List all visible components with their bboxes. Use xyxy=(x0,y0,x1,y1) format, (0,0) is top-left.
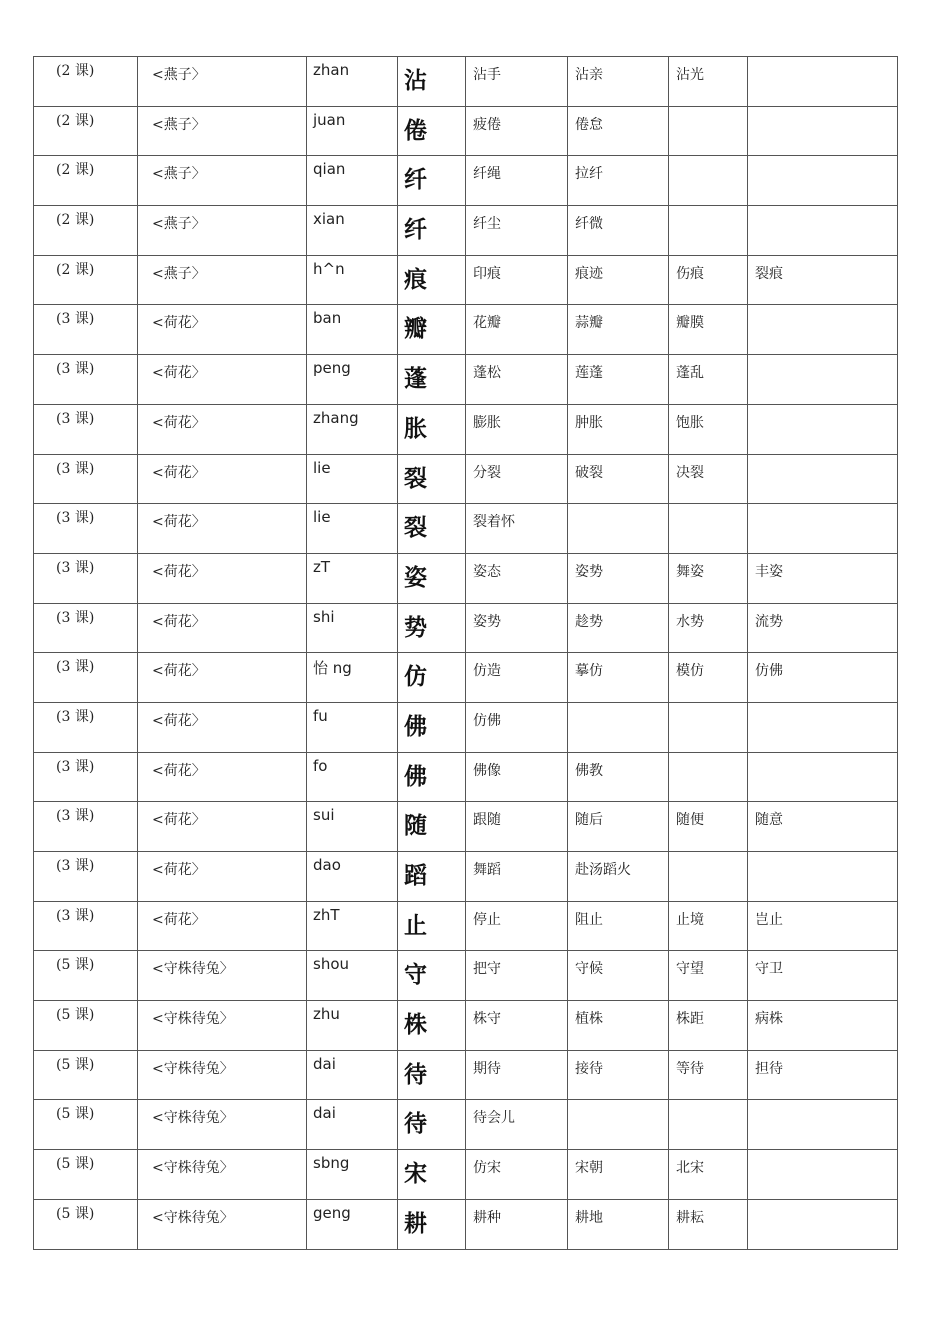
word-cell: 跟随 xyxy=(466,802,568,852)
word-cell: 膨胀 xyxy=(466,404,568,454)
word-cell: 阻止 xyxy=(568,901,669,951)
lesson-title-cell: <守株待兔〉 xyxy=(138,1050,307,1100)
character-cell: 蓬 xyxy=(398,355,466,405)
table-row xyxy=(34,156,898,206)
word-cell: 守候 xyxy=(568,951,669,1001)
word-cell: 把守 xyxy=(466,951,568,1001)
character-cell: 宋 xyxy=(398,1150,466,1200)
lesson-cell: (5 课) xyxy=(34,1100,138,1150)
table-row xyxy=(34,901,898,951)
word-cell: 裂着怀 xyxy=(466,504,568,554)
character-cell: 痕 xyxy=(398,255,466,305)
word-cell: 纤绳 xyxy=(466,156,568,206)
character-cell: 耕 xyxy=(398,1199,466,1249)
word-cell xyxy=(669,1100,748,1150)
pinyin-cell: lie xyxy=(307,454,398,504)
word-cell xyxy=(748,305,898,355)
table-row xyxy=(34,1001,898,1051)
character-cell: 佛 xyxy=(398,702,466,752)
table-row xyxy=(34,57,898,107)
word-cell xyxy=(669,702,748,752)
word-cell: 随便 xyxy=(669,802,748,852)
lesson-cell: (5 课) xyxy=(34,1199,138,1249)
word-cell: 纤微 xyxy=(568,206,669,256)
word-cell: 岂止 xyxy=(748,901,898,951)
table-row xyxy=(34,603,898,653)
table-row xyxy=(34,355,898,405)
word-cell: 守望 xyxy=(669,951,748,1001)
word-cell: 痕迹 xyxy=(568,255,669,305)
lesson-cell: (2 课) xyxy=(34,206,138,256)
word-cell: 仿佛 xyxy=(466,702,568,752)
lesson-cell: (3 课) xyxy=(34,404,138,454)
table-row xyxy=(34,206,898,256)
table-row xyxy=(34,404,898,454)
word-cell: 裂痕 xyxy=(748,255,898,305)
character-cell: 纤 xyxy=(398,206,466,256)
pinyin-cell: shi xyxy=(307,603,398,653)
word-cell xyxy=(748,404,898,454)
word-cell: 仿宋 xyxy=(466,1150,568,1200)
lesson-title-cell: <燕子〉 xyxy=(138,255,307,305)
lesson-title-cell: <守株待兔〉 xyxy=(138,1100,307,1150)
pinyin-cell: zhu xyxy=(307,1001,398,1051)
pinyin-cell: zT xyxy=(307,553,398,603)
table-row xyxy=(34,454,898,504)
lesson-cell: (2 课) xyxy=(34,106,138,156)
character-cell: 纤 xyxy=(398,156,466,206)
word-cell: 疲倦 xyxy=(466,106,568,156)
lesson-cell: (5 课) xyxy=(34,951,138,1001)
word-cell: 舞蹈 xyxy=(466,852,568,902)
character-cell: 待 xyxy=(398,1050,466,1100)
word-cell xyxy=(669,106,748,156)
word-cell: 决裂 xyxy=(669,454,748,504)
word-cell: 印痕 xyxy=(466,255,568,305)
word-cell: 水势 xyxy=(669,603,748,653)
table-row xyxy=(34,255,898,305)
word-cell: 拉纤 xyxy=(568,156,669,206)
table-row xyxy=(34,1150,898,1200)
character-cell: 佛 xyxy=(398,752,466,802)
table-row xyxy=(34,1050,898,1100)
word-cell: 宋朝 xyxy=(568,1150,669,1200)
character-cell: 沾 xyxy=(398,57,466,107)
lesson-title-cell: <荷花〉 xyxy=(138,852,307,902)
lesson-cell: (2 课) xyxy=(34,57,138,107)
word-cell: 守卫 xyxy=(748,951,898,1001)
word-cell xyxy=(748,1100,898,1150)
word-cell xyxy=(748,206,898,256)
word-cell xyxy=(748,852,898,902)
lesson-cell: (3 课) xyxy=(34,305,138,355)
word-cell xyxy=(669,752,748,802)
word-cell xyxy=(748,156,898,206)
word-cell xyxy=(669,156,748,206)
lesson-cell: (3 课) xyxy=(34,603,138,653)
lesson-cell: (3 课) xyxy=(34,504,138,554)
pinyin-cell: shou xyxy=(307,951,398,1001)
lesson-title-cell: <荷花〉 xyxy=(138,802,307,852)
pinyin-cell: juan xyxy=(307,106,398,156)
word-cell: 趁势 xyxy=(568,603,669,653)
lesson-title-cell: <守株待兔〉 xyxy=(138,1001,307,1051)
lesson-title-cell: <荷花〉 xyxy=(138,305,307,355)
vocabulary-table xyxy=(33,56,898,1250)
word-cell: 舞姿 xyxy=(669,553,748,603)
character-cell: 蹈 xyxy=(398,852,466,902)
pinyin-cell: xian xyxy=(307,206,398,256)
lesson-title-cell: <荷花〉 xyxy=(138,504,307,554)
word-cell: 姿势 xyxy=(466,603,568,653)
pinyin-cell: dao xyxy=(307,852,398,902)
character-cell: 随 xyxy=(398,802,466,852)
lesson-cell: (5 课) xyxy=(34,1150,138,1200)
word-cell: 伤痕 xyxy=(669,255,748,305)
lesson-title-cell: <荷花〉 xyxy=(138,901,307,951)
word-cell xyxy=(748,1199,898,1249)
lesson-title-cell: <荷花〉 xyxy=(138,603,307,653)
pinyin-cell: fu xyxy=(307,702,398,752)
word-cell: 随后 xyxy=(568,802,669,852)
word-cell: 流势 xyxy=(748,603,898,653)
lesson-title-cell: <荷花〉 xyxy=(138,653,307,703)
word-cell: 分裂 xyxy=(466,454,568,504)
pinyin-cell: dai xyxy=(307,1050,398,1100)
table-row xyxy=(34,653,898,703)
word-cell: 株距 xyxy=(669,1001,748,1051)
character-cell: 胀 xyxy=(398,404,466,454)
word-cell: 姿势 xyxy=(568,553,669,603)
word-cell: 莲蓬 xyxy=(568,355,669,405)
table-row xyxy=(34,702,898,752)
word-cell: 摹仿 xyxy=(568,653,669,703)
word-cell xyxy=(669,206,748,256)
lesson-cell: (3 课) xyxy=(34,802,138,852)
lesson-title-cell: <荷花〉 xyxy=(138,404,307,454)
lesson-title-cell: <燕子〉 xyxy=(138,106,307,156)
lesson-cell: (3 课) xyxy=(34,752,138,802)
character-cell: 倦 xyxy=(398,106,466,156)
table-row xyxy=(34,305,898,355)
word-cell xyxy=(748,702,898,752)
word-cell: 株守 xyxy=(466,1001,568,1051)
word-cell: 期待 xyxy=(466,1050,568,1100)
word-cell: 仿佛 xyxy=(748,653,898,703)
word-cell xyxy=(669,504,748,554)
lesson-title-cell: <燕子〉 xyxy=(138,156,307,206)
pinyin-cell: zhang xyxy=(307,404,398,454)
lesson-cell: (3 课) xyxy=(34,702,138,752)
word-cell: 佛教 xyxy=(568,752,669,802)
word-cell: 沾光 xyxy=(669,57,748,107)
pinyin-cell: dai xyxy=(307,1100,398,1150)
word-cell xyxy=(669,852,748,902)
table-row xyxy=(34,752,898,802)
word-cell xyxy=(568,702,669,752)
table-row xyxy=(34,1199,898,1249)
pinyin-cell: h^n xyxy=(307,255,398,305)
word-cell: 肿胀 xyxy=(568,404,669,454)
word-cell: 饱胀 xyxy=(669,404,748,454)
word-cell: 耕种 xyxy=(466,1199,568,1249)
table-body xyxy=(34,57,898,1250)
table-row xyxy=(34,504,898,554)
word-cell: 耕地 xyxy=(568,1199,669,1249)
lesson-cell: (3 课) xyxy=(34,454,138,504)
character-cell: 裂 xyxy=(398,454,466,504)
table-row xyxy=(34,852,898,902)
word-cell: 花瓣 xyxy=(466,305,568,355)
word-cell: 病株 xyxy=(748,1001,898,1051)
word-cell: 蓬乱 xyxy=(669,355,748,405)
word-cell: 仿造 xyxy=(466,653,568,703)
word-cell: 模仿 xyxy=(669,653,748,703)
lesson-cell: (3 课) xyxy=(34,553,138,603)
word-cell: 北宋 xyxy=(669,1150,748,1200)
character-cell: 势 xyxy=(398,603,466,653)
table-row xyxy=(34,553,898,603)
lesson-title-cell: <荷花〉 xyxy=(138,355,307,405)
pinyin-cell: 怡 ng xyxy=(307,653,398,703)
pinyin-cell: qian xyxy=(307,156,398,206)
word-cell: 姿态 xyxy=(466,553,568,603)
table-row xyxy=(34,1100,898,1150)
word-cell: 纤尘 xyxy=(466,206,568,256)
word-cell: 待会儿 xyxy=(466,1100,568,1150)
word-cell xyxy=(568,1100,669,1150)
pinyin-cell: zhT xyxy=(307,901,398,951)
lesson-cell: (3 课) xyxy=(34,653,138,703)
word-cell: 破裂 xyxy=(568,454,669,504)
lesson-cell: (3 课) xyxy=(34,355,138,405)
word-cell: 耕耘 xyxy=(669,1199,748,1249)
lesson-title-cell: <荷花〉 xyxy=(138,553,307,603)
word-cell: 担待 xyxy=(748,1050,898,1100)
word-cell xyxy=(748,106,898,156)
word-cell: 瓣膜 xyxy=(669,305,748,355)
character-cell: 瓣 xyxy=(398,305,466,355)
character-cell: 待 xyxy=(398,1100,466,1150)
table-row xyxy=(34,802,898,852)
word-cell xyxy=(748,355,898,405)
word-cell: 蒜瓣 xyxy=(568,305,669,355)
lesson-cell: (2 课) xyxy=(34,156,138,206)
word-cell: 止境 xyxy=(669,901,748,951)
lesson-title-cell: <荷花〉 xyxy=(138,752,307,802)
word-cell: 倦怠 xyxy=(568,106,669,156)
word-cell: 等待 xyxy=(669,1050,748,1100)
lesson-title-cell: <荷花〉 xyxy=(138,702,307,752)
lesson-title-cell: <守株待兔〉 xyxy=(138,1150,307,1200)
character-cell: 止 xyxy=(398,901,466,951)
word-cell xyxy=(748,752,898,802)
character-cell: 裂 xyxy=(398,504,466,554)
character-cell: 株 xyxy=(398,1001,466,1051)
character-cell: 守 xyxy=(398,951,466,1001)
word-cell xyxy=(748,57,898,107)
lesson-cell: (5 课) xyxy=(34,1050,138,1100)
word-cell: 随意 xyxy=(748,802,898,852)
table-row xyxy=(34,106,898,156)
pinyin-cell: sui xyxy=(307,802,398,852)
word-cell: 丰姿 xyxy=(748,553,898,603)
lesson-title-cell: <燕子〉 xyxy=(138,57,307,107)
pinyin-cell: geng xyxy=(307,1199,398,1249)
word-cell: 植株 xyxy=(568,1001,669,1051)
lesson-title-cell: <守株待兔〉 xyxy=(138,1199,307,1249)
word-cell: 佛像 xyxy=(466,752,568,802)
pinyin-cell: zhan xyxy=(307,57,398,107)
pinyin-cell: lie xyxy=(307,504,398,554)
word-cell: 沾手 xyxy=(466,57,568,107)
word-cell xyxy=(748,454,898,504)
lesson-title-cell: <荷花〉 xyxy=(138,454,307,504)
pinyin-cell: sbng xyxy=(307,1150,398,1200)
word-cell: 停止 xyxy=(466,901,568,951)
character-cell: 仿 xyxy=(398,653,466,703)
lesson-cell: (2 课) xyxy=(34,255,138,305)
word-cell: 沾亲 xyxy=(568,57,669,107)
pinyin-cell: peng xyxy=(307,355,398,405)
table-row xyxy=(34,951,898,1001)
lesson-cell: (3 课) xyxy=(34,901,138,951)
word-cell xyxy=(748,1150,898,1200)
word-cell: 接待 xyxy=(568,1050,669,1100)
word-cell: 赴汤蹈火 xyxy=(568,852,669,902)
pinyin-cell: ban xyxy=(307,305,398,355)
lesson-title-cell: <燕子〉 xyxy=(138,206,307,256)
pinyin-cell: fo xyxy=(307,752,398,802)
lesson-cell: (5 课) xyxy=(34,1001,138,1051)
word-cell: 蓬松 xyxy=(466,355,568,405)
word-cell xyxy=(748,504,898,554)
lesson-title-cell: <守株待兔〉 xyxy=(138,951,307,1001)
character-cell: 姿 xyxy=(398,553,466,603)
word-cell xyxy=(568,504,669,554)
lesson-cell: (3 课) xyxy=(34,852,138,902)
